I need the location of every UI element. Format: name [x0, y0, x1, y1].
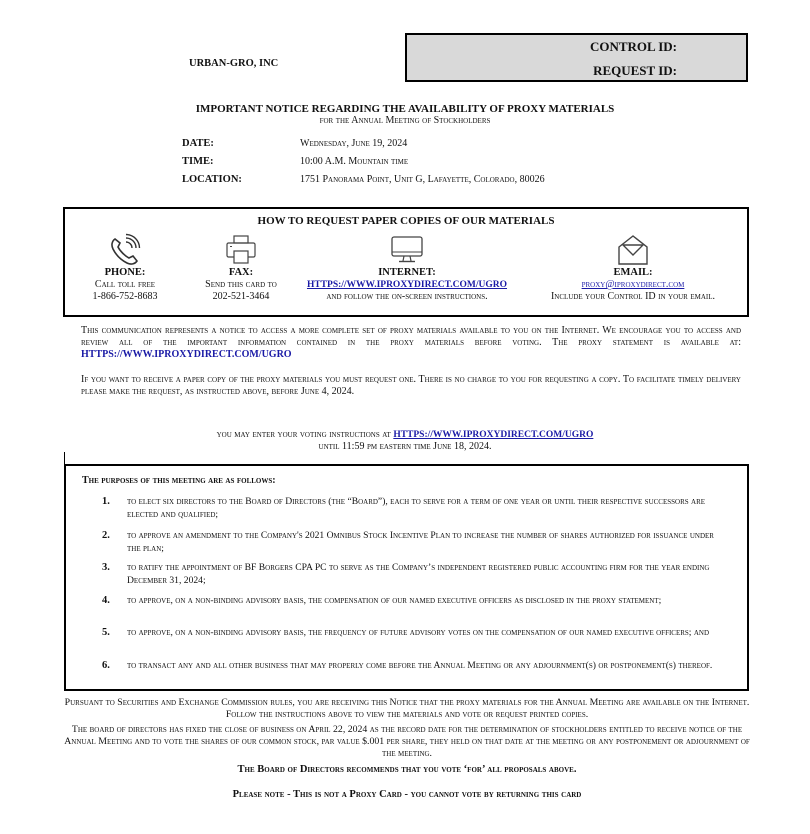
location-label: LOCATION: — [182, 174, 242, 185]
purposes-heading: The purposes of this meeting are as follows: — [82, 475, 276, 486]
fax-method — [191, 233, 291, 303]
not-proxy-card-note: Please note - This is not a Proxy Card - you cannot vote by returning this card — [232, 789, 582, 800]
location-value: 1751 Panorama Point, Unit G, Lafayette, Colorado, 80026 — [300, 174, 545, 185]
time-label: TIME: — [182, 156, 214, 167]
monitor-icon — [389, 233, 425, 267]
notice-subtitle: for the Annual Meeting of Stockholders — [319, 115, 491, 126]
purpose-text: to approve an amendment to the Company's 2021 Omnibus Stock Incentive Plan to increase the number of shares authorized for issuance under the plan; — [127, 530, 714, 554]
company-name: URBAN-GRO, INC — [189, 58, 279, 69]
purpose-number: 5. — [102, 627, 110, 638]
sec-notice: Pursuant to Securities and Exchange Commission rules, you are receiving this Notice that the proxy materials for the Annual Meeting are available on the Internet. Follow the instructions above to view the materials and vote or request printed copies. — [64, 697, 750, 720]
internet-method — [297, 233, 517, 303]
purpose-text: to transact any and all other business that may properly come before the Annual Meeting or any adjournment(s) or postponement(s) thereof. — [127, 660, 713, 671]
fax-icon — [223, 233, 259, 267]
email-heading: EMAIL: — [613, 267, 653, 278]
access-paragraph — [81, 325, 741, 362]
access-text: This communication represents a notice to access a more complete set of proxy materials available to you on the Internet. We encourage you to access and review all of the important information contained in the proxy materials before voting. The proxy statement is available at: — [81, 325, 741, 349]
purpose-number: 1. — [102, 496, 110, 507]
phone-heading: PHONE: — [104, 267, 146, 278]
control-id-label: CONTROL ID: — [589, 39, 677, 54]
voting-link[interactable]: HTTPS://WWW.IPROXYDIRECT.COM/UGRO — [393, 430, 594, 440]
purpose-number: 6. — [102, 660, 110, 671]
paper-copy-paragraph: If you want to receive a paper copy of the proxy materials you must request one. There is no charge to you for requesting a copy. To facilitate timely delivery please make the request, as instructed above, before June 4, 2024. — [81, 374, 741, 398]
purpose-text: to approve, on a non-binding advisory basis, the frequency of future advisory votes on the compensation of our named executive officers; and — [127, 627, 710, 638]
phone-icon — [107, 233, 143, 267]
internet-link[interactable]: HTTPS://WWW.IPROXYDIRECT.COM/UGRO — [306, 280, 508, 290]
request-id-label: REQUEST ID: — [593, 63, 677, 78]
fax-heading: FAX: — [228, 267, 254, 278]
purpose-number: 3. — [102, 562, 110, 573]
fax-number: 202-521-3464 — [212, 291, 270, 302]
phone-number: 1-866-752-8683 — [92, 291, 158, 302]
purpose-number: 4. — [102, 595, 110, 606]
divider-tick — [64, 452, 65, 464]
record-date-notice: The board of directors has fixed the close of business on April 22, 2024 as the record date for the determination of stockholders entitled to receive notice of the Annual Meeting and to vote the shares of our common stock, par value $.001 per share, they held on that date at the meeting or any postponement or adjournment of the meeting. — [64, 724, 750, 759]
id-box — [405, 33, 748, 82]
time-value: 10:00 A.M. Mountain time — [300, 156, 409, 167]
internet-heading: INTERNET: — [378, 267, 436, 278]
notice-title: IMPORTANT NOTICE REGARDING THE AVAILABILITY OF PROXY MATERIALS — [195, 103, 615, 115]
date-value: Wednesday, June 19, 2024 — [300, 138, 408, 149]
purpose-text: to ratify the appointment of BF Borgers CPA PC to serve as the Company’s independent registered public accounting firm for the year ending December 31, 2024; — [127, 562, 710, 586]
purpose-text: to elect six directors to the Board of Directors (the “Board”), each to serve for a term of one year or until their respective successors are elected and qualified; — [127, 496, 706, 520]
phone-line1: Call toll free — [94, 279, 156, 290]
email-instructions: Include your Control ID in your email. — [550, 291, 716, 302]
fax-line1: Send this card to — [205, 279, 277, 290]
purposes-box — [64, 464, 749, 691]
internet-instructions: and follow the on-screen instructions. — [326, 291, 488, 302]
date-label: DATE: — [182, 138, 214, 149]
voting-prefix: you may enter your voting instructions at — [216, 429, 391, 440]
phone-method — [73, 233, 177, 303]
board-recommendation: The Board of Directors recommends that you vote ‘for’ all proposals above. — [237, 764, 577, 775]
email-link[interactable]: proxy@iproxydirect.com — [581, 279, 685, 290]
proxy-statement-link[interactable]: HTTPS://WWW.IPROXYDIRECT.COM/UGRO — [81, 349, 292, 361]
request-copies-box — [63, 207, 749, 317]
voting-instructions — [0, 429, 810, 441]
purpose-text: to approve, on a non-binding advisory basis, the compensation of our named executive officers as disclosed in the proxy statement; — [127, 595, 662, 606]
request-box-title: HOW TO REQUEST PAPER COPIES OF OUR MATERIALS — [257, 215, 555, 227]
email-method — [523, 233, 743, 303]
voting-deadline: until 11:59 pm eastern time June 18, 2024. — [318, 441, 492, 452]
envelope-icon — [615, 233, 651, 267]
purpose-number: 2. — [102, 530, 110, 541]
